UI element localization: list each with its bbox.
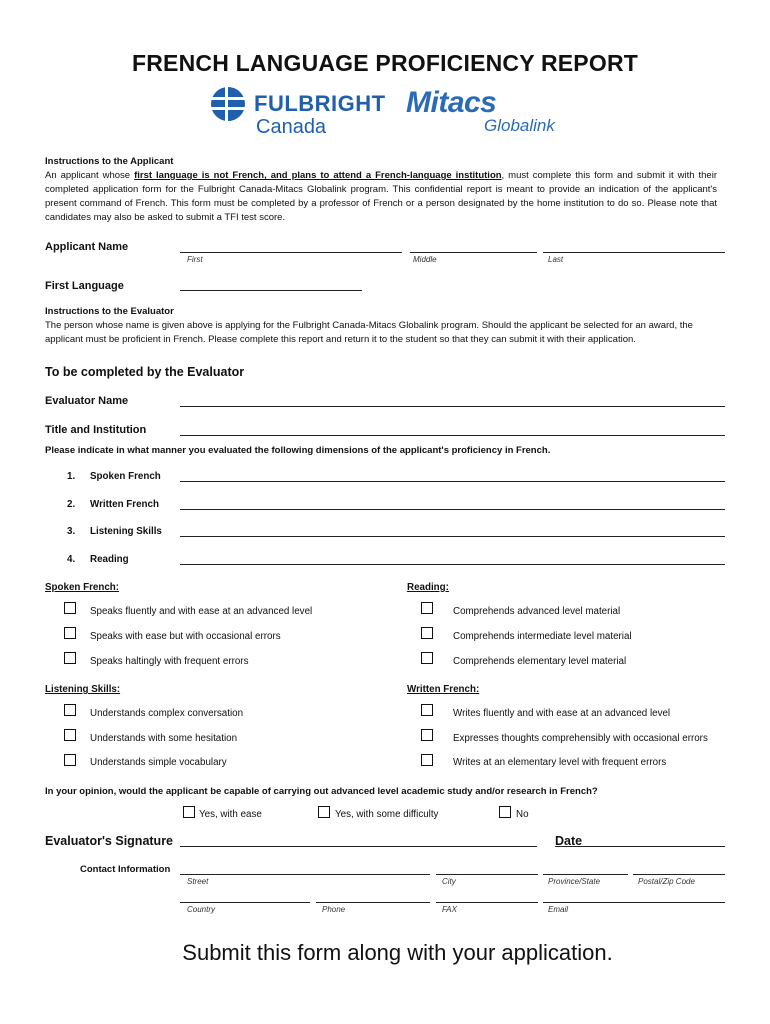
listening-hesitation-checkbox[interactable] [64, 729, 76, 741]
contact-info-label: Contact Information [80, 864, 171, 875]
reading-elementary-checkbox[interactable] [421, 652, 433, 664]
listening-complex-label: Understands complex conversation [90, 708, 244, 719]
spoken-advanced-label: Speaks fluently and with ease at an advanced level [90, 606, 313, 617]
spoken-elementary-label: Speaks haltingly with frequent errors [90, 656, 249, 667]
applicant-name-label: Applicant Name [45, 241, 129, 253]
applicant-instructions-text [45, 169, 717, 225]
evaluator-instructions-text: The person whose name is given above is applying for the Fulbright Canada-Mitacs Globalink program. Should the applicant be selected for an award, the applicant must be proficient in French. Please complete this report and return it to the student so that they can submit it with their application. [45, 320, 693, 345]
listening-skills-heading: Listening Skills: [45, 684, 121, 695]
city-caption: City [442, 877, 456, 886]
fax-field[interactable] [436, 902, 538, 903]
signature-label: Evaluator's Signature [45, 834, 174, 848]
applicant-last-name-field[interactable] [543, 252, 725, 253]
province-field[interactable] [543, 874, 628, 875]
listening-simple-label: Understands simple vocabulary [90, 757, 227, 768]
capability-no-checkbox[interactable] [499, 806, 511, 818]
written-advanced-label: Writes fluently and with ease at an advanced level [453, 708, 671, 719]
reading-intermediate-checkbox[interactable] [421, 627, 433, 639]
fulbright-logo-text: FULBRIGHT [254, 91, 386, 116]
applicant-instructions-rest: , must complete this form and submit it with their completed application form for the Fulbright Canada-Mitacs Globalink program. This confidential report is meant to provide an indication of the applicant's present command of French. This form must be completed by a professor of French or a person designated by the home institution to do so. Please note that candidates may also be asked to submit a TFI test score. [45, 170, 717, 223]
first-name-caption: First [187, 255, 203, 264]
capability-question: In your opinion, would the applicant be capable of carrying out advanced level academic study and/or research in French? [45, 786, 598, 797]
dimension-written-label: Written French [90, 499, 159, 510]
written-intermediate-checkbox[interactable] [421, 729, 433, 741]
first-language-label: First Language [45, 280, 124, 292]
phone-field[interactable] [316, 902, 430, 903]
capability-no-label: No [516, 809, 529, 820]
applicant-instructions-lead: An applicant whose [45, 170, 135, 181]
signature-field[interactable] [180, 846, 537, 847]
city-field[interactable] [436, 874, 538, 875]
title-institution-label: Title and Institution [45, 424, 147, 436]
street-field[interactable] [180, 874, 430, 875]
reading-elementary-label: Comprehends elementary level material [453, 656, 627, 667]
dimension-listening-field[interactable] [180, 536, 725, 537]
postal-caption: Postal/Zip Code [638, 877, 695, 886]
capability-yes-difficulty-checkbox[interactable] [318, 806, 330, 818]
dimension-reading-field[interactable] [180, 564, 725, 565]
date-field[interactable] [555, 846, 725, 847]
title-institution-field[interactable] [180, 435, 725, 436]
spoken-intermediate-checkbox[interactable] [64, 627, 76, 639]
written-french-heading: Written French: [407, 684, 480, 695]
dimension-number: 3. [67, 526, 76, 537]
spoken-intermediate-label: Speaks with ease but with occasional errors [90, 631, 281, 642]
country-field[interactable] [180, 902, 310, 903]
reading-advanced-checkbox[interactable] [421, 602, 433, 614]
dimension-number: 1. [67, 471, 76, 482]
manner-prompt: Please indicate in what manner you evaluated the following dimensions of the applicant's proficiency in French. [45, 445, 551, 456]
written-elementary-label: Writes at an elementary level with frequent errors [453, 757, 667, 768]
dimension-reading-label: Reading [90, 554, 129, 565]
spoken-french-heading: Spoken French: [45, 582, 120, 593]
logos [210, 82, 570, 142]
dimension-number: 4. [67, 554, 76, 565]
middle-name-caption: Middle [413, 255, 437, 264]
dimension-spoken-label: Spoken French [90, 471, 161, 482]
province-caption: Province/State [548, 877, 601, 886]
mitacs-logo-subtext: Globalink [484, 116, 555, 135]
listening-hesitation-label: Understands with some hesitation [90, 733, 238, 744]
written-elementary-checkbox[interactable] [421, 754, 433, 766]
reading-heading: Reading: [407, 582, 449, 593]
written-intermediate-label: Expresses thoughts comprehensibly with occasional errors [453, 733, 708, 744]
capability-yes-ease-checkbox[interactable] [183, 806, 195, 818]
applicant-instructions-heading: Instructions to the Applicant [45, 156, 174, 167]
evaluator-name-label: Evaluator Name [45, 395, 129, 407]
reading-advanced-label: Comprehends advanced level material [453, 606, 621, 617]
applicant-first-name-field[interactable] [180, 252, 402, 253]
dimension-number: 2. [67, 499, 76, 510]
applicant-middle-name-field[interactable] [410, 252, 537, 253]
evaluator-instructions-heading: Instructions to the Evaluator [45, 306, 174, 317]
street-caption: Street [187, 877, 209, 886]
country-caption: Country [187, 905, 216, 914]
listening-complex-checkbox[interactable] [64, 704, 76, 716]
email-field[interactable] [543, 902, 725, 903]
fulbright-logo-subtext: Canada [256, 116, 327, 138]
first-language-field[interactable] [180, 290, 362, 291]
fax-caption: FAX [442, 905, 457, 914]
page-title: FRENCH LANGUAGE PROFICIENCY REPORT [131, 50, 639, 76]
spoken-advanced-checkbox[interactable] [64, 602, 76, 614]
phone-caption: Phone [322, 905, 346, 914]
last-name-caption: Last [548, 255, 564, 264]
dimension-listening-label: Listening Skills [90, 526, 162, 537]
postal-field[interactable] [633, 874, 725, 875]
date-label: Date [555, 834, 583, 848]
dimension-spoken-field[interactable] [180, 481, 725, 482]
spoken-elementary-checkbox[interactable] [64, 652, 76, 664]
applicant-instructions-emphasis: first language is not French, and plans to attend a French-language institution [134, 170, 502, 181]
written-advanced-checkbox[interactable] [421, 704, 433, 716]
reading-intermediate-label: Comprehends intermediate level material [453, 631, 632, 642]
mitacs-logo-text: Mitacs [406, 86, 497, 119]
capability-yes-ease-label: Yes, with ease [199, 809, 262, 820]
evaluator-section-heading: To be completed by the Evaluator [45, 365, 245, 379]
email-caption: Email [548, 905, 569, 914]
listening-simple-checkbox[interactable] [64, 754, 76, 766]
capability-yes-difficulty-label: Yes, with some difficulty [335, 809, 439, 820]
dimension-written-field[interactable] [180, 509, 725, 510]
submit-note: Submit this form along with your application. [182, 940, 613, 965]
evaluator-name-field[interactable] [180, 406, 725, 407]
